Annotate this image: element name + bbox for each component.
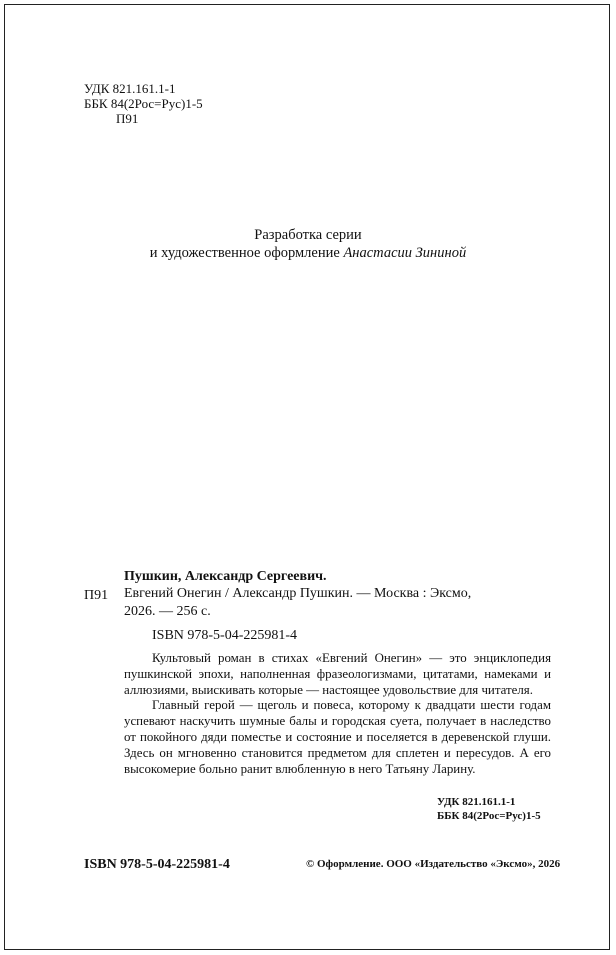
author-heading: Пушкин, Александр Сергеевич. — [124, 569, 327, 584]
title-line-2: 2026. — 256 с. — [124, 604, 211, 619]
annotation-paragraph-1: Культовый роман в стихах «Евгений Онегин» — это энциклопедия пушкинской эпохи, наполненная фразеологизмами, цитатами, намеками и аллюзиями, выискивать которые — настоящее удовольствие для читателя. — [124, 651, 551, 697]
isbn-bibliographic: ISBN 978-5-04-225981-4 — [152, 628, 298, 643]
author-mark: П91 — [116, 111, 139, 126]
annotation — [124, 651, 551, 777]
copyright-notice: © Оформление. ООО «Издательство «Эксмо», 2026 — [306, 858, 561, 870]
series-credits — [0, 226, 616, 262]
title-description — [124, 585, 554, 621]
classification-codes-right — [437, 795, 541, 823]
author-mark-bibliographic: П91 — [84, 588, 109, 603]
isbn-footer: ISBN 978-5-04-225981-4 — [84, 857, 230, 872]
credits-line-1: Разработка серии — [254, 227, 362, 243]
credits-line-2 — [0, 244, 616, 262]
bbk-code: ББК 84(2Рос=Рус)1-5 — [84, 96, 203, 111]
udk-code-right: УДК 821.161.1-1 — [437, 796, 516, 808]
udk-code: УДК 821.161.1-1 — [84, 81, 176, 96]
classification-codes-top — [84, 81, 203, 126]
annotation-paragraph-2: Главный герой — щеголь и повеса, которому к двадцати шести годам успевают наскучить шумные балы и городская суета, получает в наследство от покойного дяди поместье и состояние и поселяется в деревенской глуши. Здесь он мгновенно становится предметом для сплетен и пересудов. А его высокомерие больно ранит влюбленную в него Татьяну Ларину. — [124, 698, 551, 776]
bbk-code-right: ББК 84(2Рос=Рус)1-5 — [437, 810, 541, 822]
credits-prefix: и художественное оформление — [149, 245, 344, 261]
designer-name: Анастасии Зининой — [343, 245, 467, 261]
title-line-1: Евгений Онегин / Александр Пушкин. — Москва : Эксмо, — [124, 586, 472, 601]
